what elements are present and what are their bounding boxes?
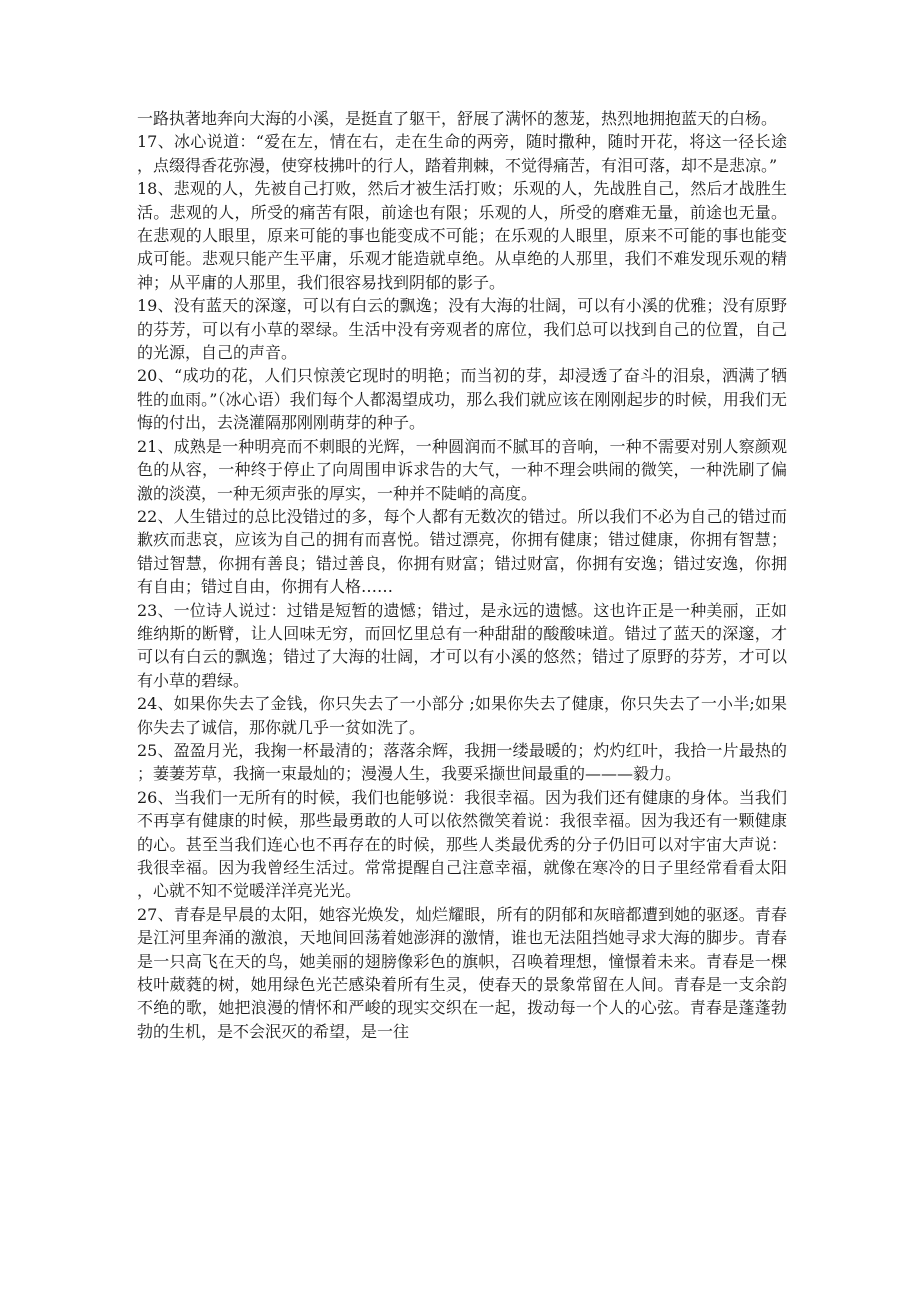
paragraph-19: 19、没有蓝天的深邃，可以有白云的飘逸；没有大海的壮阔，可以有小溪的优雅；没有原野的芬芳，可以有小草的翠绿。生活中没有旁观者的席位，我们总可以找到自己的位置，自己的光源，自己的声音。 bbox=[137, 296, 787, 363]
paragraph-23: 23、一位诗人说过：过错是短暂的遗憾；错过，是永远的遗憾。这也许正是一种美丽，正如维纳斯的断臂，让人回味无穷，而回忆里总有一种甜甜的酸酸味道。错过了蓝天的深邃，才可以有白云的飘逸；错过了大海的壮阔，才可以有小溪的悠然；错过了原野的芬芳，才可以有小草的碧绿。 bbox=[137, 600, 787, 690]
paragraph-26: 26、当我们一无所有的时候，我们也能够说：我很幸福。因为我们还有健康的身体。当我们不再享有健康的时候，那些最勇敢的人可以依然微笑着说：我很幸福。因为我还有一颗健康的心。甚至当我们连心也不再存在的时候，那些人类最优秀的分子仍旧可以对宇宙大声说：我很幸福。因为我曾经生活过。常常提醒自己注意幸福，就像在寒冷的日子里经常看看太阳，心就不知不觉暖洋洋亮光光。 bbox=[137, 787, 787, 901]
paragraph-24: 24、如果你失去了金钱，你只失去了一小部分 ;如果你失去了健康，你只失去了一小半;如果你失去了诚信，那你就几乎一贫如洗了。 bbox=[137, 694, 787, 737]
paragraph-continued: 一路执著地奔向大海的小溪，是挺直了躯干，舒展了满怀的葱茏，热烈地拥抱蓝天的白杨。 bbox=[137, 109, 778, 128]
paragraph-20: 20、“成功的花，人们只惊羡它现时的明艳；而当初的芽，却浸透了奋斗的泪泉，洒满了牺牲的血雨。”（冰心语）我们每个人都渴望成功，那么我们就应该在刚刚起步的时候，用我们无悔的付出，去浇灌隔那刚刚萌芽的种子。 bbox=[137, 366, 787, 433]
paragraph-22: 22、人生错过的总比没错过的多，每个人都有无数次的错过。所以我们不必为自己的错过而歉疚而悲哀，应该为自己的拥有而喜悦。错过漂亮，你拥有健康；错过健康，你拥有智慧；错过智慧，你拥有善良；错过善良，你拥有财富；错过财富，你拥有安逸；错过安逸，你拥有自由；错过自由，你拥有人格…… bbox=[137, 506, 787, 597]
document-page bbox=[137, 107, 787, 1043]
paragraph-18: 18、悲观的人，先被自己打败，然后才被生活打败；乐观的人，先战胜自己，然后才战胜生活。悲观的人，所受的痛苦有限，前途也有限；乐观的人，所受的磨难无量，前途也无量。在悲观的人眼里，原来可能的事也能变成不可能；在乐观的人眼里，原来不可能的事也能变成可能。悲观只能产生平庸，乐观才能造就卓绝。从卓绝的人那里，我们不难发现乐观的精神；从平庸的人那里，我们很容易找到阴郁的影子。 bbox=[137, 179, 787, 292]
paragraph-27: 27、青春是早晨的太阳，她容光焕发，灿烂耀眼，所有的阴郁和灰暗都遭到她的驱逐。青春是江河里奔涌的激浪，天地间回荡着她澎湃的激情，谁也无法阻挡她寻求大海的脚步。青春是一只高飞在天的鸟，她美丽的翅膀像彩色的旗帜，召唤着理想，憧憬着未来。青春是一棵枝叶葳蕤的树，她用绿色光芒感染着所有生灵，使春天的景象常留在人间。青春是一支余韵不绝的歌，她把浪漫的情怀和严峻的现实交织在一起，拨动每一个人的心弦。青春是蓬蓬勃勃的生机，是不会泯灭的希望，是一往 bbox=[137, 904, 787, 1041]
paragraph-17: 17、冰心说道：“爱在左，情在右，走在生命的两旁，随时撒种，随时开花，将这一径长途，点缀得香花弥漫，使穿枝拂叶的行人，踏着荆棘，不觉得痛苦，有泪可落，却不是悲凉。” bbox=[137, 132, 787, 175]
paragraph-21: 21、成熟是一种明亮而不刺眼的光辉，一种圆润而不腻耳的音响，一种不需要对别人察颜观色的从容，一种终于停止了向周围申诉求告的大气，一种不理会哄闹的微笑，一种洗刷了偏激的淡漠，一种无须声张的厚实，一种并不陡峭的高度。 bbox=[137, 436, 787, 503]
paragraph-25: 25、盈盈月光，我掬一杯最清的；落落余辉，我拥一缕最暖的；灼灼红叶，我拾一片最热的；萋萋芳草，我摘一束最灿的；漫漫人生，我要采撷世间最重的———毅力。 bbox=[137, 740, 787, 784]
